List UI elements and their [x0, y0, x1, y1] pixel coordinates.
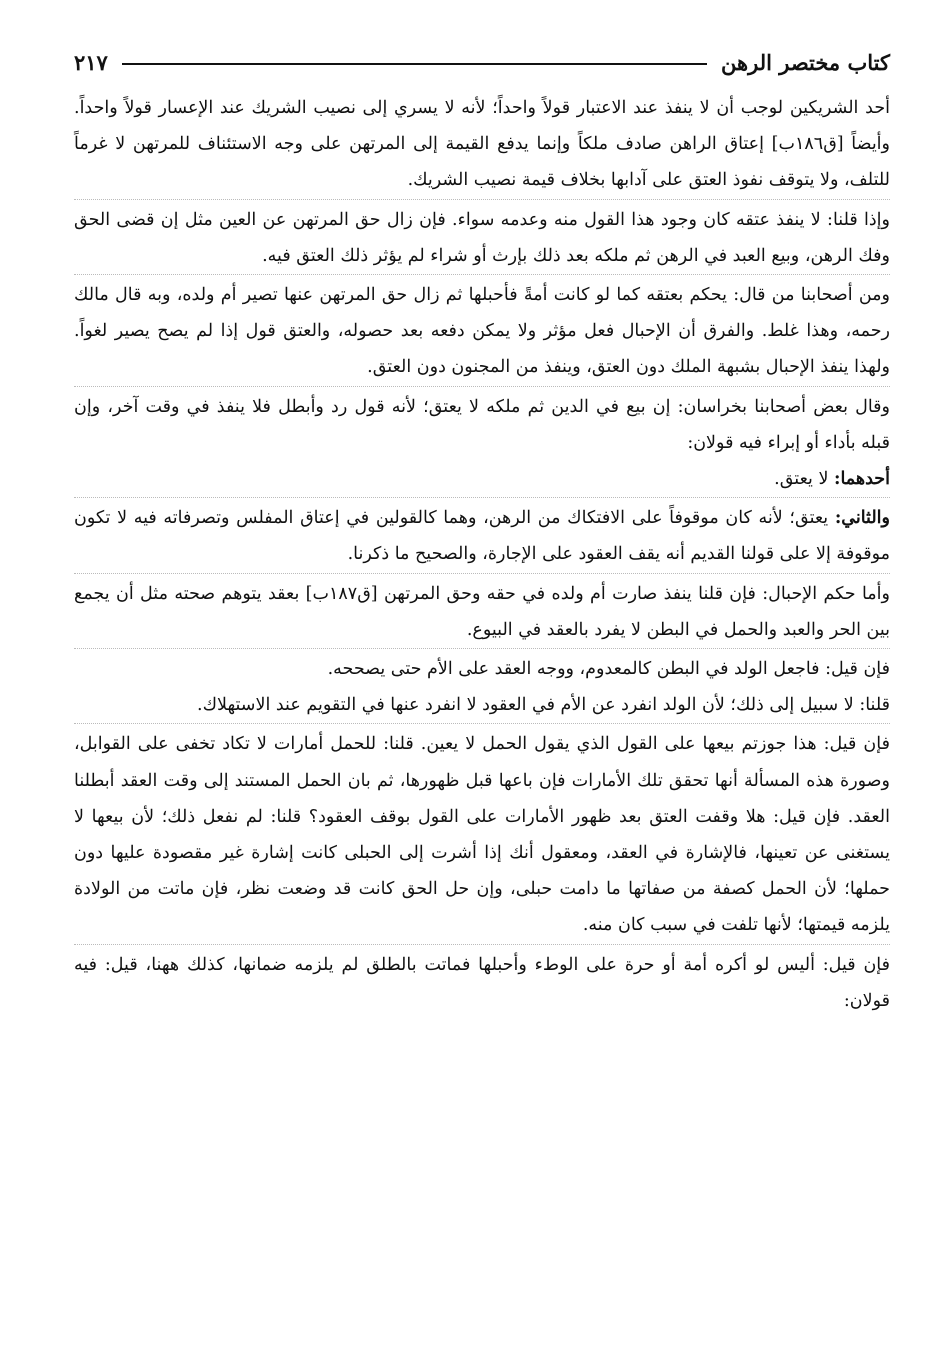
paragraph-text: يعتق؛ لأنه كان موقوفاً على الافتكاك من الرهن، وهما كالقولين في إعتاق المفلس وتصرفاته فيه لا تكون موقوفة إلا على قولنا القديم أنه يقف العقود على الإجارة، والصحيح ما ذكرنا.: [74, 508, 890, 565]
paragraph-5: [74, 461, 890, 497]
body-text: [74, 90, 890, 1019]
paragraph-text: وإذا قلنا: لا ينفذ عتقه كان وجود هذا القول منه وعدمه سواء. فإن زال حق المرتهن عن العين مثل إن قضى الحق وفك الرهن، وبيع العبد في الرهن ثم ملكه بعد ذلك بإرث أو شراء لم يؤثر ذلك العتق فيه.: [74, 209, 890, 266]
paragraph-text: ومن أصحابنا من قال: يحكم بعتقه كما لو كانت أمةً فأحبلها ثم زال حق المرتهن عنها تصير أم ولده، وبه قال مالك رحمه، وهذا غلط. والفرق أن الإحبال فعل مؤثر ولا يمكن دفعه بعد حصوله، والعتق قول إذا لم يصح يصير لغواً. ولهذا ينفذ الإحبال بشبهة الملك دون العتق، وينفذ من المجنون دون العتق.: [74, 285, 890, 378]
paragraph-lead: والثاني:: [834, 508, 890, 529]
paragraph-lead: أحدهما:: [833, 469, 890, 490]
paragraph-8: [74, 648, 890, 687]
paragraph-10: [74, 723, 890, 943]
paragraph-text: فإن قيل: فاجعل الولد في البطن كالمعدوم، ووجه العقد على الأم حتى يصححه.: [327, 659, 890, 680]
book-title: كتاب مختصر الرهن: [721, 49, 890, 75]
paragraph-7: [74, 573, 890, 648]
paragraph-text: أحد الشريكين لوجب أن لا ينفذ عند الاعتبار قولاً واحداً؛ لأنه لا يسري إلى نصيب الشريك عند الإعسار قولاً واحداً. وأيضاً [ق١٨٦ب] إعتاق الراهن صادف ملكاً وإنما يدفع القيمة إلى المرتهن على وجه الاستئناف للمرتهن لا غرماً للتلف، ولا يتوقف نفوذ العتق على آدابها بخلاف قيمة نصيب الشريك.: [74, 98, 890, 191]
paragraph-text: قلنا: لا سبيل إلى ذلك؛ لأن الولد انفرد عن الأم في العقود لا انفرد عنها في التقويم عند الاستهلاك.: [197, 695, 890, 716]
paragraph-3: [74, 274, 890, 386]
paragraph-text: وقال بعض أصحابنا بخراسان: إن بيع في الدين ثم ملكه لا يعتق؛ لأنه قول رد وأبطل فلا ينفذ في وقت آخر، وإن قبله بأداء أو إبراء فيه قولان:: [74, 396, 890, 453]
paragraph-2: [74, 199, 890, 274]
paragraph-11: [74, 944, 890, 1019]
paragraph-text: فإن قيل: أليس لو أكره أمة أو حرة على الوطء وأحبلها فماتت بالطلق لم يلزمه ضمانها، كذلك ههنا، قيل: فيه قولان:: [74, 954, 890, 1011]
running-header: [74, 40, 890, 84]
header-rule: [122, 63, 707, 65]
paragraph-6: [74, 497, 890, 572]
paragraph-4: [74, 386, 890, 461]
page: [74, 40, 890, 1351]
page-number: ٢١٧: [74, 49, 108, 75]
paragraph-1: [74, 90, 890, 199]
paragraph-text: وأما حكم الإحبال: فإن قلنا ينفذ صارت أم ولده في حقه وحق المرتهن [ق١٨٧ب] بعقد يتوهم صحته مثل أن يجمع بين الحر والعبد والحمل في البطن لا يفرد بالعقد في البيوع.: [74, 583, 890, 640]
paragraph-9: [74, 687, 890, 723]
paragraph-text: لا يعتق.: [774, 469, 834, 490]
paragraph-text: فإن قيل: هذا جوزتم بيعها على القول الذي يقول الحمل لا يعين. قلنا: للحمل أمارات لا تكاد تخفى على القوابل، وصورة هذه المسألة أنها تحقق تلك الأمارات فإن باعها قبل ظهورها، ثم بان الحمل المستند إلى وقت العقد أبطلنا العقد. فإن قيل: هلا وقفت العتق بعد ظهور الأمارات على القول بوقف العقود؟ قلنا: لم نفعل ذلك؛ لأن بيعها لا يستغنى عن تعينها، فالإشارة في العقد، ومعقول أنك إذا أشرت إلى الحبلى كانت إشارة غير مقصودة عليها دون حملها؛ لأن الحمل كصفة من صفاتها ما دامت حبلى، وإن حل الحق كانت قد وضعت نظر، فإن ماتت من الولادة يلزمه قيمتها؛ لأنها تلفت في سبب كان منه.: [74, 734, 891, 936]
